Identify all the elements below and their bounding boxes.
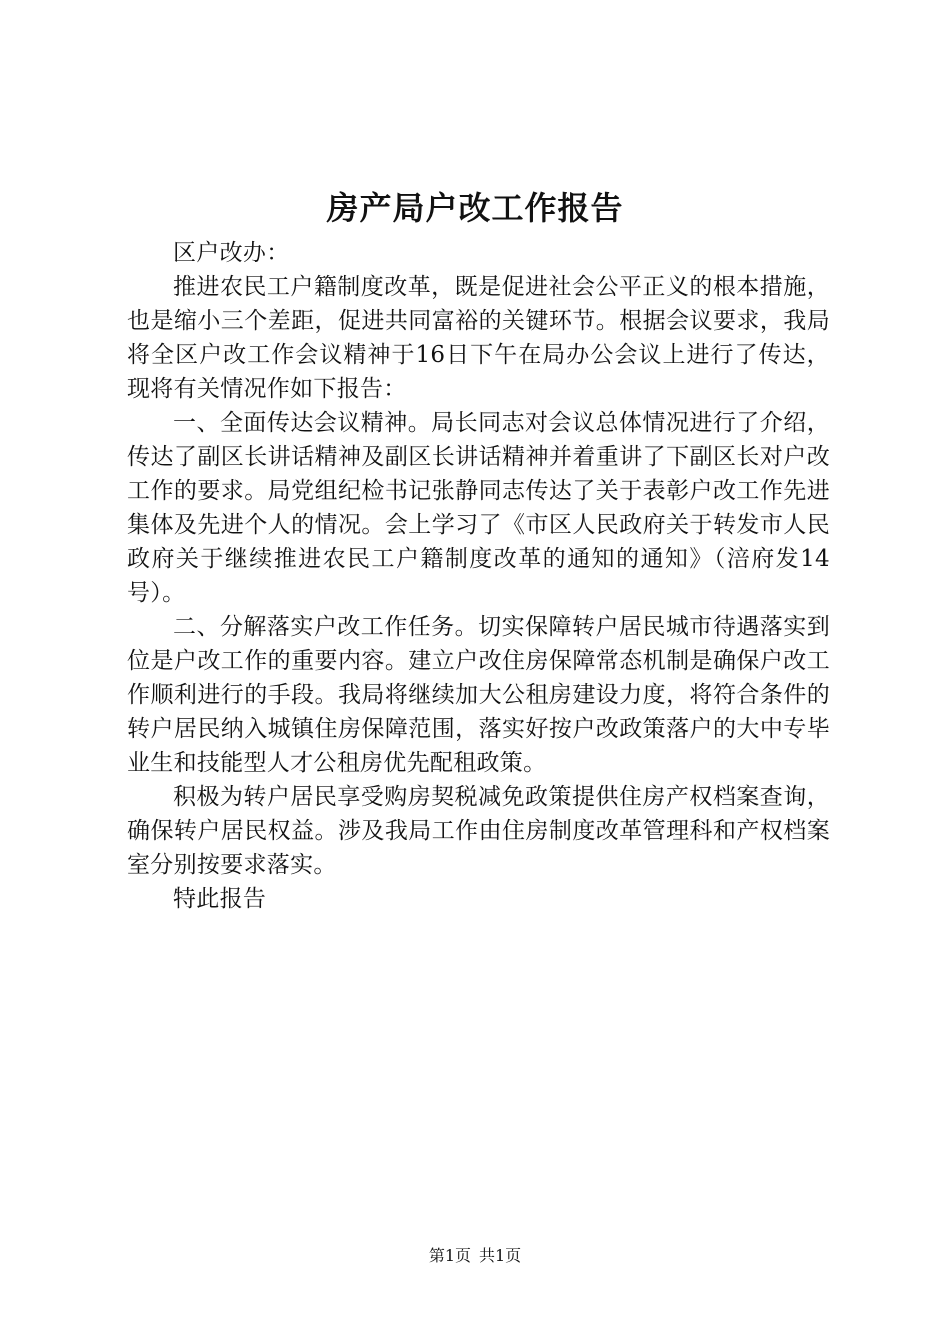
document-body bbox=[127, 236, 830, 916]
intro-paragraph: 推进农民工户籍制度改革，既是促进社会公平正义的根本措施，也是缩小三个差距，促进共同富裕的关键环节。根据会议要求，我局将全区户改工作会议精神于16日下午在局办公会议上进行了传达，现将有关情况作如下报告： bbox=[127, 274, 830, 402]
tax-paragraph: 积极为转户居民享受购房契税减免政策提供住房产权档案查询，确保转户居民权益。涉及我局工作由住房制度改革管理科和产权档案室分别按要求落实。 bbox=[127, 784, 830, 878]
page-footer bbox=[0, 1245, 950, 1267]
page-number-current: 第1页 bbox=[428, 1246, 471, 1265]
section-two-paragraph: 二、分解落实户改工作任务。切实保障转户居民城市待遇落实到位是户改工作的重要内容。建立户改住房保障常态机制是确保户改工作顺利进行的手段。我局将继续加大公租房建设力度，将符合条件的转户居民纳入城镇住房保障范围，落实好按户改政策落户的大中专毕业生和技能型人才公租房优先配租政策。 bbox=[127, 614, 830, 776]
document-title: 房产局户改工作报告 bbox=[326, 189, 624, 227]
closing-line: 特此报告 bbox=[173, 886, 267, 912]
salutation: 区户改办： bbox=[173, 240, 290, 266]
page-number-total: 共1页 bbox=[479, 1246, 522, 1265]
section-one-paragraph: 一、全面传达会议精神。局长同志对会议总体情况进行了介绍，传达了副区长讲话精神及副区长讲话精神并着重讲了下副区长对户改工作的要求。局党组纪检书记张静同志传达了关于表彰户改工作先进集体及先进个人的情况。会上学习了《市区人民政府关于转发市人民政府关于继续推进农民工户籍制度改革的通知的通知》（涪府发14号）。 bbox=[127, 410, 830, 606]
